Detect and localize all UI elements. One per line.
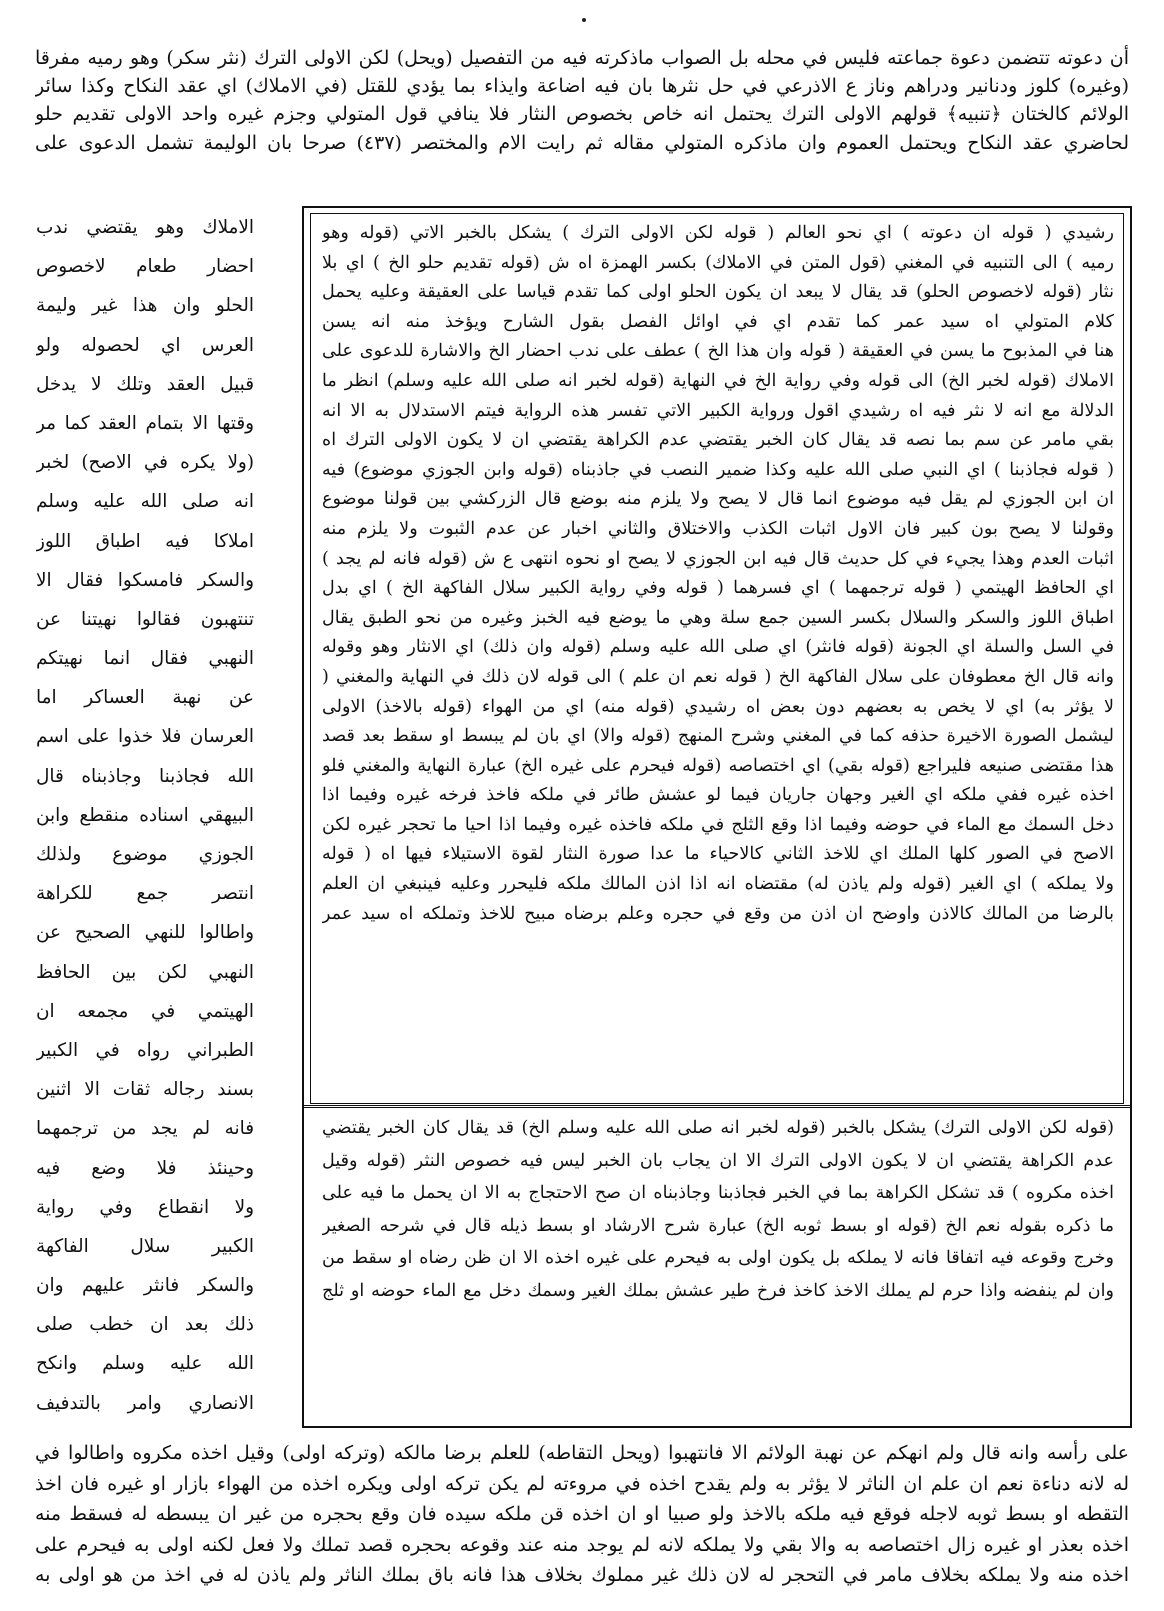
text-line: الله عليه وسلم وانكح (36, 1353, 254, 1375)
text-line: اطباق اللوز والسكر والسلال بكسر السين جمع سلة وهي ما يوضع فيه الخبز وغيره من نحو الطبق يقال (322, 607, 1114, 628)
text-line: اخذه مكروه ) قد تشكل الكراهة بما في الخبر فجاذبنا وجاذبناه ان صح الاحتجاج به الا ان يحمل ما فيه على (322, 1183, 1114, 1203)
text-line: ليشمل الصورة الاخيرة حذفه كما في المغني وشرح المنهج (قوله والا) اي بان لم يبسط او سقط بعد قصد (322, 726, 1114, 747)
main-text-side-column (36, 208, 254, 1423)
text-line: نثار (قوله لاخصوص الحلو) قد يقال لا يبعد ان يكون الحلو اولى كما تقدم قياسا على العقيقة وعليه يحمل (322, 282, 1114, 303)
text-line: الاملاك وهو يقتضي ندب (36, 217, 254, 238)
text-line: اخذه غيره ففي ملكه اي الغير وجهان جاريان فيما لو عشش طائر في ملكه فاخذ فرخه غيره وفيما اذا (322, 785, 1114, 806)
text-line: وانه قال الخ معطوفان على سلال الفاكهة الخ ( قوله نعم ان علم ) الى قوله لان ذلك في النهاية والمغني ( (322, 666, 1114, 687)
text-line: ان ابن الجوزي لم يقل فيه موضوع انما قال لا يصح ولا يلزم منه بوضع قال الزركشي بين قولنا موضوع (322, 489, 1114, 510)
text-line: (قوله لكن الاولى الترك) يشكل بالخبر (قوله لخبر انه صلى الله عليه وسلم الخ) قد يقال كان الخبر يقتضي (322, 1118, 1114, 1138)
text-line: دخل السمك مع الماء في حوضه وفيما اذا وقع الثلج في ملكه فاخذه غيره وفيما اذا احيا ما تحجر غيره لكن (322, 814, 1114, 835)
text-line: الولائم كالختان ﴿تنبيه﴾ قولهم الاولى الترك يحتمل انه خاص بخصوص النثار فلا ينافي قول المتولي وجزم غيره واحد الاولى تقديم حلو (35, 103, 1129, 126)
text-line: لحاضري عقد النكاح ويحتمل العموم وان ماذكره المتولي مقاله ثم رايت الام والمختصر (٤٣٧) صرحا بان الوليمة تشمل الدعوى على (35, 131, 1129, 154)
text-line: والسكر فانثر عليهم وان (36, 1275, 254, 1297)
text-line: اي الحافظ الهيتمي ( قوله ترجمهما ) اي فسرهما ( قوله وفي رواية الكبير سلال الفاكهة الخ ) اي بدل (322, 578, 1114, 599)
text-line: الجوزي موضوع ولذلك (36, 844, 254, 865)
text-line: هذا مقتضى صنيعه فليراجع (قوله بقي) اي اختصاصه (قوله فيحرم على غيره الخ) عبارة النهاية والمغني فلو (322, 755, 1114, 776)
text-line: وقولنا لا يصح بون كبير فان الاول اثبات الكذب والاختلاق والثاني اخبار عن عدم الثبوت ولا يلزم منه (322, 518, 1114, 539)
text-line: الدلالة مع انه لا نثر فيه اه رشيدي اقول ورواية الكبير الاتي تفسر هذه الرواية فيتم الاستدلال به الا انه (322, 400, 1114, 421)
text-line: عن نهبة العساكر اما (36, 687, 254, 709)
text-line: قبيل العقد وتلك لا يدخل (36, 373, 254, 395)
text-line: (وغيره) كلوز ودنانير ودراهم وناز ع الاذرعي في حل نثرها بان فيه اضاعة وايذاء بما يؤدي للقتل (في الاملاك) اي عقد النكاح وكذا سائر (35, 75, 1129, 98)
text-line: وان لم ينفضه واذا حرم لم يملك الاخذ كاخذ فرخ طير عشش بملك الغير وسمك دخل مع الماء حوضه او ثلج (322, 1280, 1114, 1301)
text-line: له لانه دناءة نعم ان علم ان الناثر لا يؤثر به ولم يقدح اخذه في مروءته لم يكن تركه اولى ويكره اخذه من الهواء بازار او غيره فان اخذ (35, 1472, 1129, 1495)
text-line: رشيدي ( قوله ان دعوته ) اي نحو العالم ( قوله لكن الاولى الترك ) يشكل بالخبر الاتي (قوله وهو (322, 223, 1114, 243)
text-line: كلام المتولي اه سيد عمر كما تقدم اي في اوائل الفصل بقول الشارح ويؤخذ منه انه يسن (322, 311, 1114, 332)
text-line: اخذه منه ولا يملكه بخلاف مامر في التحجر له لان ذلك غير مملوك بخلاف هذا فانه باق بملك الناثر ولم ياذن له في اخذ من هو اولى به (35, 1564, 1129, 1587)
text-line: هنا في المذبوح ما يسن في العقيقة ( قوله وان هذا الخ ) عطف على ندب احضار الخ والاشارة للدعوى على (322, 341, 1114, 362)
text-line: أن دعوته تتضمن دعوة جماعته فليس في محله بل الصواب ماذكرته فيه من التفصيل (ويحل) لكن الاولى الترك (نثر سكر) وهو رميه مفرقا (35, 47, 1129, 69)
text-line: الطبراني رواه في الكبير (36, 1039, 254, 1061)
text-line: عدم الكراهة يقتضي ان لا يكون الاولى الترك الا ان يجاب بان الخبر ليس فيه خصوص النثر (قوله وقيل (322, 1150, 1114, 1171)
text-line: بقي مامر عن سم بما نصه قد يقال كان الخبر يقتضي عدم الكراهة يقتضي ان لا يكون الاولى الترك اه (322, 430, 1114, 451)
text-line: فانه لم يجد من ترجمهما (36, 1118, 254, 1140)
text-line: ما ذكره بقوله نعم الخ (قوله او بسط ثوبه الخ) عبارة شرح الارشاد او بسط ذيله قال في شرحه الصغير (322, 1215, 1114, 1236)
text-line: واطالوا للنهي الصحيح عن (36, 922, 254, 944)
text-line: الكبير سلال الفاكهة (36, 1235, 254, 1257)
text-line: الاصح في الصور كلها الملك اي للاخذ الثاني كالاحياء ما عدا صورة النثار لقوة الاستيلاء فيها اه ( قوله (322, 844, 1114, 865)
text-line: على رأسه وانه قال ولم انهكم عن نهبة الولائم الا فانتهبوا (ويحل التقاطه) للعلم برضا مالكه (وتركه اولى) وقيل اخذه مكروه واطالوا في (35, 1442, 1129, 1464)
text-line: الانصاري وامر بالتدفيف (36, 1392, 254, 1414)
text-line: الهيتمي في مجمعه ان (36, 1000, 254, 1022)
main-text-top (35, 44, 1129, 157)
text-line: انه صلى الله عليه وسلم (36, 491, 254, 513)
text-line: وحينئذ فلا وضع فيه (36, 1157, 254, 1179)
text-line: ذلك بعد ان خطب صلى (36, 1314, 254, 1336)
text-line: التقطه او بسط ثوبه لاجله فوقع فيه ملكه بالاخذ ولو صبيا او ان اخذه قن ملكه سيده فان وقع بحجره من غير ان يبسطه له فسقط منه (35, 1503, 1129, 1526)
text-line: الله فجاذبنا وجاذبناه قال (36, 765, 254, 787)
text-line: بسند رجاله ثقات الا اثنين (36, 1079, 254, 1101)
text-line: انتصر جمع للكراهة (36, 883, 254, 905)
commentary-divider (302, 1105, 1132, 1108)
text-line: اثبات العدم وهذا يجيء في كل حديث قال فيه ابن الجوزي لا يصح او نحوه انتهى ع ش (قوله فانه لم يجد ) (322, 548, 1114, 569)
text-line: اخذه بعذر او غيره زال اختصاصه به والا بقي ولا يملكه لانه لم يوجد منه عند وقوعه بحجره قصد تملك ولا فعل لكنه اولى به فيحرم على (35, 1533, 1129, 1556)
text-line: العرس اي لحصوله ولو (36, 334, 254, 356)
text-line: تنتهبون فقالوا نهيتنا عن (36, 608, 254, 630)
text-line: الحلو وان هذا غير وليمة (36, 295, 254, 317)
text-line: (ولا يكره في الاصح) لخبر (36, 452, 254, 474)
text-line: ولا يملكه ) اي الغير (قوله ولم ياذن له) مقتضاه انه اذا اذن المالك ملكه فليحرر وعليه فينبغي ان العلم (322, 874, 1114, 895)
text-line: املاكا فيه اطباق اللوز (36, 530, 254, 552)
main-text-bottom (35, 1438, 1129, 1591)
commentary-upper (322, 219, 1114, 929)
text-line: الاملاك (قوله لخبر الخ) الى قوله وفي رواية الخ في النهاية (قوله لخبر انه صلى الله عليه وسلم) انظر ما (322, 370, 1114, 391)
text-line: في السل والسلة اي الجونة (قوله فانثر) اي صلى الله عليه وسلم (قوله وان ذلك) اي الانثار وهو وقوله (322, 637, 1114, 658)
text-line: احضار طعام لاخصوص (36, 256, 254, 278)
text-line: البيهقي اسناده منقطع وابن (36, 804, 254, 826)
text-line: وقتها الا بتمام العقد كما مر (36, 412, 254, 434)
text-line: بالرضا من المالك كالاذن واوضح ان اذن من وقع في حجره وعلم برضاه مبيح للاخذ وتملكه اه سيد عمر (322, 903, 1114, 924)
commentary-lower (322, 1112, 1114, 1307)
text-line: رميه ) الى التنبيه في المغني (قول المتن في الاملاك) بكسر الهمزة اه ش (قوله تقديم حلو الخ ) اي بلا (322, 252, 1114, 273)
text-line: وخرج وقوعه فيه اتفاقا فانه لا يملكه بل يكون اولى به فيحرم على غيره اخذه الا ان ظن رضاه او سقط من (322, 1248, 1114, 1268)
text-line: النهبي لكن بين الحافظ (36, 961, 254, 983)
text-line: ولا انقطاع وفي رواية (36, 1196, 254, 1218)
ink-dot (582, 18, 586, 22)
text-line: ( قوله فجاذبنا ) اي النبي صلى الله عليه وكذا ضمير النصب في جاذبناه (قوله وابن الجوزي موضوع) فيه (322, 459, 1114, 480)
text-line: والسكر فامسكوا فقال الا (36, 569, 254, 591)
text-line: العرسان فلا خذوا على اسم (36, 726, 254, 748)
text-line: لا يؤثر به) اي لا يخص به بعضهم دون بعض اه رشيدي (قوله منه) اي من الهواء (قوله بالاخذ) الاولى (322, 696, 1114, 717)
text-line: النهبي فقال انما نهيتكم (36, 648, 254, 670)
